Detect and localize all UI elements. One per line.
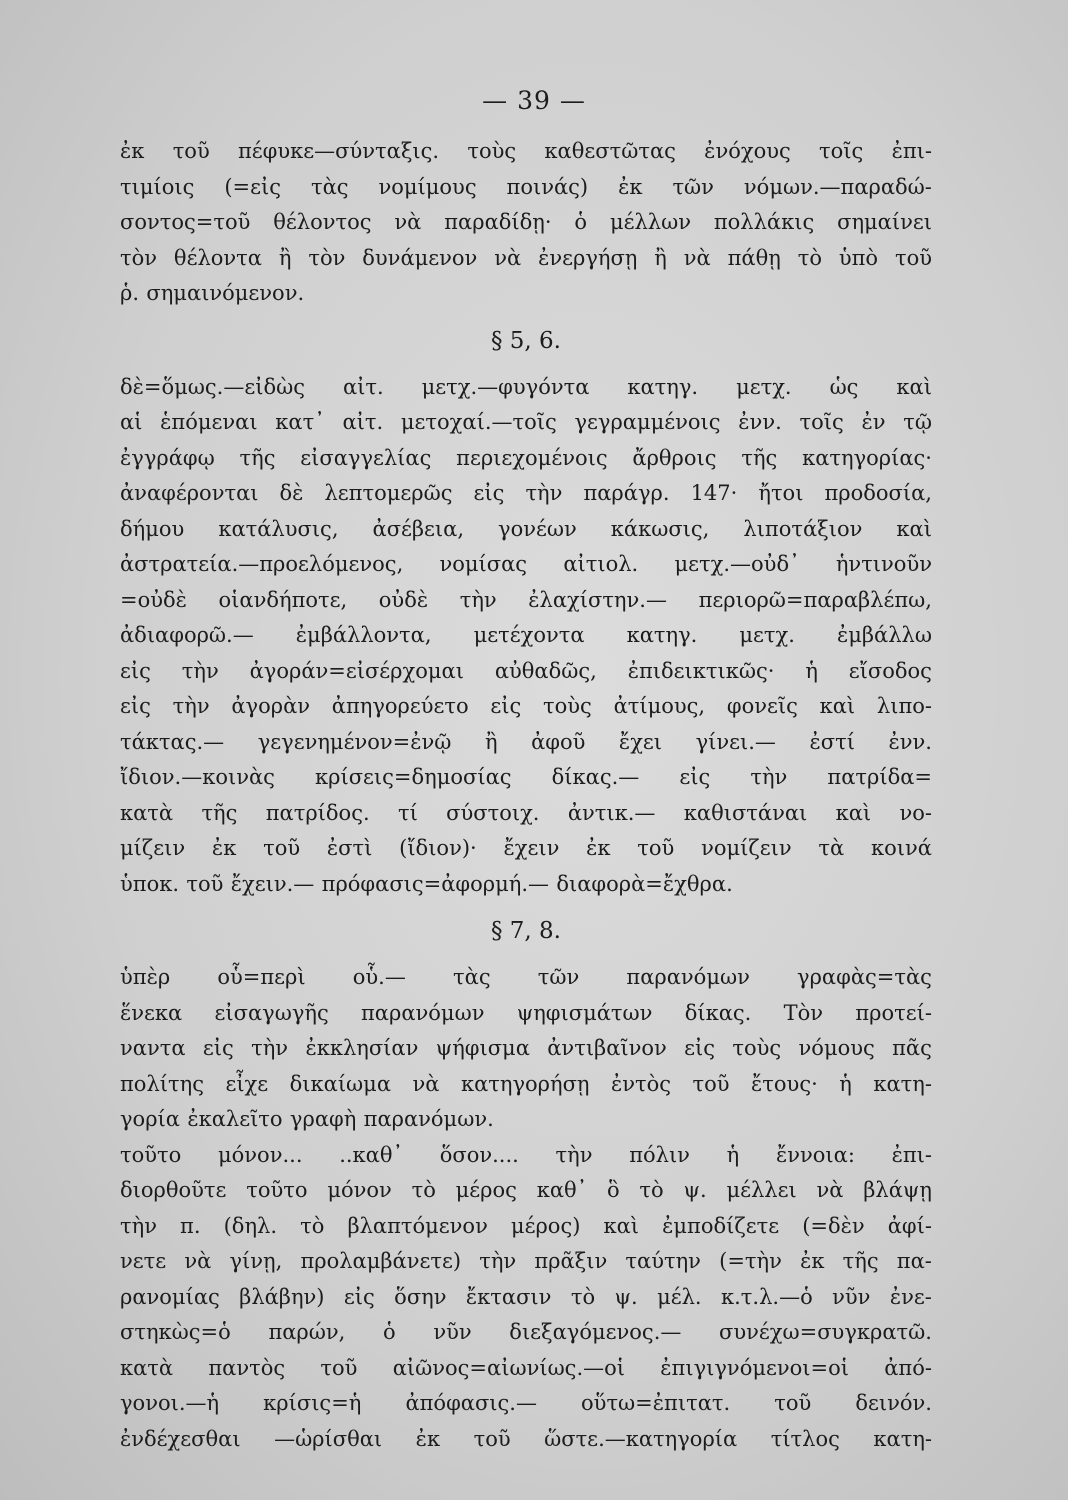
text-line: ναντα εἰς τὴν ἐκκλησίαν ψήφισμα ἀντιβαῖνον εἰς τοὺς νόμους πᾶς [120,1036,932,1060]
text-line: ἐνδέχεσθαι —ὡρίσθαι ἐκ τοῦ ὥστε.—κατηγορία τίτλος κατη- [120,1426,932,1451]
text-line: σοντος=τοῦ θέλοντος νὰ παραδίδῃ· ὁ μέλλων πολλάκις σημαίνει [120,210,932,234]
text-line: δὲ=ὅμως.—εἰδὼς αἰτ. μετχ.—φυγόντα κατηγ. μετχ. ὡς καὶ [120,374,932,399]
text-line: ἀστρατεία.—προελόμενος, νομίσας αἰτιολ. μετχ.—οὐδ᾿ ἡντινοῦν [120,552,932,576]
text-line: πολίτης εἶχε δικαίωμα νὰ κατηγορήσῃ ἐντὸς τοῦ ἔτους· ἡ κατη- [120,1071,932,1096]
text-line: στηκὼς=ὁ παρών, ὁ νῦν διεξαγόμενος.— συνέχω=συγκρατῶ. [120,1320,932,1344]
section-heading: § 7, 8. [490,918,561,944]
text-line: ἀναφέρονται δὲ λεπτομερῶς εἰς τὴν παράγρ. 147· ἤτοι προδοσία, [120,481,932,505]
text-line: κατὰ τῆς πατρίδος. τί σύστοιχ. ἀντικ.— καθιστάναι καὶ νο- [120,800,932,825]
text-line: δήμου κατάλυσις, ἀσέβεια, γονέων κάκωσις, λιποτάξιον καὶ [120,516,932,541]
text-line: ἐκ τοῦ πέφυκε—σύνταξις. τοὺς καθεστῶτας ἐνόχους τοῖς ἐπι- [120,139,932,163]
text-line: διορθοῦτε τοῦτο μόνον τὸ μέρος καθ᾿ ὃ τὸ ψ. μέλλει νὰ βλάψῃ [120,1178,932,1202]
text-line: γονοι.—ἡ κρίσις=ἡ ἀπόφασις.— οὕτω=ἐπιτατ. τοῦ δεινόν. [120,1391,932,1415]
text-line: ἕνεκα εἰσαγωγῆς παρανόμων ψηφισμάτων δίκας. Τὸν προτεί- [120,1000,932,1025]
text-line: τάκτας.— γεγενημένον=ἐνῷ ἢ ἀφοῦ ἔχει γίνει.— ἐστί ἐνν. [120,729,932,754]
text-line: ὑπὲρ οὗ=περὶ οὗ.— τὰς τῶν παρανόμων γραφὰς=τὰς [120,965,932,989]
text-line: ἴδιον.—κοινὰς κρίσεις=δημοσίας δίκας.— εἰς τὴν πατρίδα= [120,765,932,789]
section-heading: § 5, 6. [490,327,561,354]
text-line: ῥ. σημαινόμενον. [120,281,305,305]
text-line: τὴν π. (δηλ. τὸ βλαπτόμενον μέρος) καὶ ἐμποδίζετε (=δὲν ἀφί- [120,1213,932,1238]
page-number: — 39 — [482,86,586,115]
text-line: =οὐδὲ οἱανδήποτε, οὐδὲ τὴν ἐλαχίστην.— περιορῶ=παραβλέπω, [120,587,932,612]
text-line: ρανομίας βλάβην) εἰς ὅσην ἔκτασιν τὸ ψ. μέλ. κ.τ.λ.—ὁ νῦν ἐνε- [120,1284,932,1309]
text-line: ἀδιαφορῶ.— ἐμβάλλοντα, μετέχοντα κατηγ. μετχ. ἐμβάλλω [120,623,932,647]
text-line: ἐγγράφῳ τῆς εἰσαγγελίας περιεχομένοις ἄρθροις τῆς κατηγορίας· [120,445,932,470]
text-line: κατὰ παντὸς τοῦ αἰῶνος=αἰωνίως.—οἱ ἐπιγιγνόμενοι=οἱ ἀπό- [120,1355,932,1380]
text-line: τιμίοις (=εἰς τὰς νομίμους ποινάς) ἐκ τῶν νόμων.—παραδώ- [120,174,932,199]
text-line: νετε νὰ γίνῃ, προλαμβάνετε) τὴν πρᾶξιν ταύτην (=τὴν ἐκ τῆς πα- [120,1249,932,1273]
text-line: εἰς τὴν ἀγοράν=εἰσέρχομαι αὐθαδῶς, ἐπιδεικτικῶς· ἡ εἴσοδος [120,658,932,683]
text-line: μίζειν ἐκ τοῦ ἐστὶ (ἴδιον)· ἔχειν ἐκ τοῦ νομίζειν τὰ κοινά [120,836,932,860]
text-line: ὑποκ. τοῦ ἔχειν.— πρόφασις=ἀφορμή.— διαφορὰ=ἔχθρα. [120,871,733,896]
text-line: τοῦτο μόνον... ..καθ᾿ ὅσον.... τὴν πόλιν ἡ ἔννοια: ἐπι- [120,1142,932,1167]
text-line: αἱ ἑπόμεναι κατ᾿ αἰτ. μετοχαί.—τοῖς γεγραμμένοις ἐνν. τοῖς ἐν τῷ [120,410,932,434]
text-body [120,134,932,1457]
text-line: εἰς τὴν ἀγορὰν ἀπηγορεύετο εἰς τοὺς ἀτίμους, φονεῖς καὶ λιπο- [120,694,932,718]
text-line: τὸν θέλοντα ἢ τὸν δυνάμενον νὰ ἐνεργήσῃ ἢ νὰ πάθῃ τὸ ὑπὸ τοῦ [120,245,932,270]
text-line: γορία ἐκαλεῖτο γραφὴ παρανόμων. [120,1107,494,1131]
